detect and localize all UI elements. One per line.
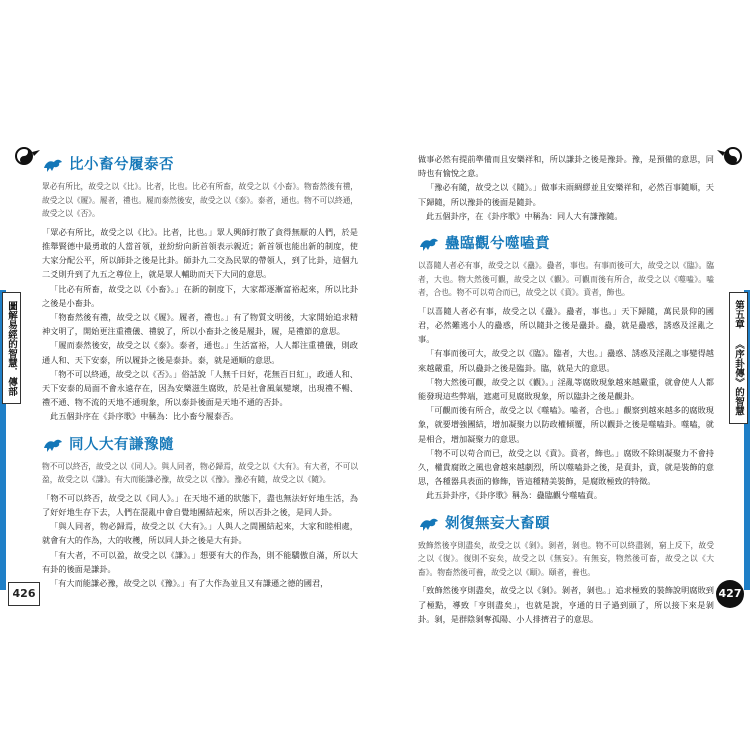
right-page-number: 427 — [716, 580, 744, 608]
paragraph: 此五個卦序，在《卦序歌》中稱為：同人大有謙豫隨。 — [426, 210, 623, 221]
right-column — [418, 152, 714, 626]
paragraph: 「以喜隨人者必有事，故受之以《蠱》。蠱者，事也。」天下歸隨，萬民景仰的國君，必然難逃小人的蠱惑，所以隨卦之後是蠱卦。蠱，就是蠱惑，誘惑及淫亂之事。 — [418, 305, 714, 345]
section-heading — [42, 436, 358, 454]
dragon-icon — [42, 436, 64, 454]
left-page-number: 426 — [8, 582, 40, 606]
paragraph: 「可觀而後有所合，故受之以《噬嗑》。嗑者，合也。」觀察到越來越多的腐敗現象，就要增強團結，增加凝聚力以防政權傾覆，所以觀卦之後是噬嗑卦。噬嗑，就是相合，增加凝聚力的意思。 — [418, 405, 714, 444]
section-heading — [418, 515, 714, 533]
paragraph: 「與人同者，物必歸焉，故受之以《大有》。」人與人之間團結起來，大家和睦相處，就會有大的作為，大的收穫，所以同人卦之後是大有卦。 — [42, 521, 358, 546]
left-column — [42, 152, 358, 590]
paragraph: 「致飾然後亨則盡矣，故受之以《剝》。剝者，剝也。」追求極致的裝飾說明腐敗到了極點，導致「亨則盡矣」，也就是說，亨通的日子過到頭了，所以接下來是剝卦。剝，是群陰剝奪孤陽、小人排擠君子的意思。 — [418, 585, 714, 624]
left-chapter-tab: 圖解易經的智慧．傳部 — [2, 292, 21, 404]
paragraph: 此五卦卦序，《卦序歌》稱為：蠱臨觀兮噬嗑賁。 — [426, 490, 603, 501]
paragraph: 「物不可以終通，故受之以《否》。」俗話說「人無千日好，花無百日紅」，政通人和、天下安泰的局面不會永遠存在，因為安樂滋生腐敗，於是社會風氣變壞，出現禮不暢、禮不通、物不流的天地不通現象，所以泰卦後面是天地不通的否卦。 — [42, 368, 358, 408]
section-title: 比小畜兮履泰否 — [69, 156, 174, 173]
classic-quote: 致飾然後亨則盡矣，故受之以《剝》。剝者，剝也。物不可以終盡剝，窮上反下，故受之以《復》。復則不妄矣，故受之以《無妄》。有無妄，物然後可畜，故受之以《大畜》。物畜然後可養，故受之以《頤》。頤者，養也。 — [418, 540, 714, 577]
section-heading — [42, 156, 358, 174]
yin-yang-corner-icon — [14, 146, 40, 166]
dragon-icon — [42, 156, 64, 174]
paragraph: 「物不可以終否，故受之以《同人》。」在天地不通的狀態下，盡也無法好好地生活，為了好好地生存下去，人們在混亂中會自覺地團結起來，所以否卦之後，是同人卦。 — [42, 492, 358, 518]
classic-quote: 以喜隨人者必有事，故受之以《蠱》。蠱者，事也。有事而後可大，故受之以《臨》。臨者，大也。物大然後可觀，故受之以《觀》。可觀而後有所合，故受之以《噬嗑》。嗑者，合也。物不可以苟合而已，故受之以《賁》。賁者，飾也。 — [418, 261, 714, 298]
right-chapter-tab: 第五章 《序卦傳》的智慧 — [729, 292, 748, 424]
paragraph: 「有事而後可大，故受之以《臨》。臨者，大也。」蠱惑、誘惑及淫亂之事變得越來越嚴重，所以蠱卦之後是臨卦。臨，就是大的意思。 — [418, 348, 714, 373]
paragraph: 此五個卦序在《卦序歌》中稱為：比小畜兮履泰否。 — [50, 411, 239, 422]
section-title: 剝復無妄大畜頤 — [445, 515, 550, 532]
paragraph: 「物畜然後有禮，故受之以《履》。履者，禮也。」有了物質文明後，大家開始追求精神文明了，開始更注重禮儀、禮貌了，所以小畜卦之後是履卦，履，是禮節的意思。 — [42, 312, 358, 337]
paragraph: 做事必然有提前準備而且安樂祥和，所以謙卦之後是豫卦。豫，是預備的意思，同時也有愉悅之意。 — [418, 154, 714, 179]
dragon-icon — [418, 235, 440, 253]
paragraph: 「眾必有所比，故受之以《比》。比者，比也。」眾人興師打散了貪得無厭的人們，於是推舉賢德中最勇敢的人當首領，並紛紛向新首領表示親近；新首領也能出新的制度，使大家分配公平，所以師卦之後是比卦。師卦九二交為民眾的帶領人，到了比卦，這個九二爻則升到了九五之尊位上，就是眾人輔助而天下大同的意思。 — [42, 226, 358, 280]
classic-quote: 眾必有所比，故受之以《比》。比者，比也。比必有所畜，故受之以《小畜》。物畜然後有禮，故受之以《履》。履者，禮也。履而泰然後安，故受之以《泰》。泰者，通也。物不可以終通，故受之以《否》。 — [42, 182, 358, 219]
classic-quote: 物不可以終否，故受之以《同人》。與人同者，物必歸焉，故受之以《大有》。有大者，不可以盈，故受之以《謙》。有大而能謙必豫，故受之以《豫》。豫必有隨，故受之以《隨》。 — [42, 461, 358, 485]
paragraph: 「有大而能謙必豫，故受之以《豫》。」有了大作為並且又有謙遜之德的國君， — [50, 578, 329, 589]
dragon-icon — [418, 515, 440, 533]
section-heading — [418, 235, 714, 253]
section-title: 蠱臨觀兮噬嗑賁 — [445, 235, 550, 252]
paragraph: 「物大然後可觀，故受之以《觀》。」淫亂等腐敗現象越來越嚴重，就會使人人都能發現這些弊端，遮處可見腐敗現象，所以臨卦之後是觀卦。 — [418, 376, 714, 402]
paragraph: 「物不可以苟合而已，故受之以《賁》。賁者，飾也。」腐敗不除則凝聚力不會持久，權貴腐敗之風也會越來越劇烈，所以噬嗑卦之後，是賁卦，賁，就是裝飾的意思，各種器具表面的修飾，皆這種精美裝飾，是腐敗極致的特徵。 — [418, 447, 714, 487]
paragraph: 「比必有所畜，故受之以《小畜》。」在新的制度下，大家都逐漸富裕起來，所以比卦之後是小畜卦。 — [42, 283, 358, 308]
section-title: 同人大有謙豫隨 — [69, 436, 174, 453]
yin-yang-corner-icon — [717, 146, 743, 166]
paragraph: 「有大者，不可以盈，故受之以《謙》。」想要有大的作為，則不能驕傲自滿，所以大有卦的後面是謙卦。 — [42, 549, 358, 574]
paragraph: 「履而泰然後安，故受之以《泰》。泰者，通也。」生活富裕，人人都注重禮儀，則政通人和、天下安泰，所以履卦之後是泰卦。泰，就是通順的意思。 — [42, 340, 358, 365]
paragraph: 「豫必有隨，故受之以《隨》。」做事未雨綢繆並且安樂祥和，必然百事隨順，天下歸隨，所以豫卦的後面是隨卦。 — [418, 182, 714, 207]
